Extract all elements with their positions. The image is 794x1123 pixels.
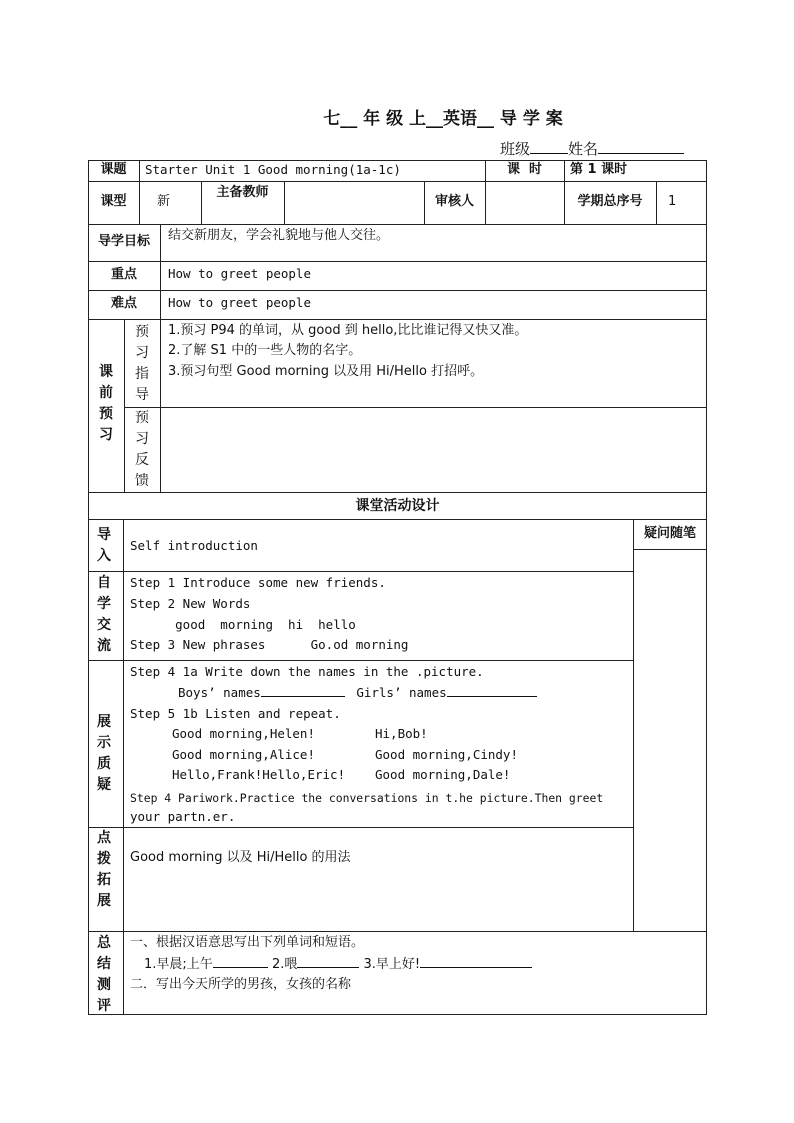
class-name-line xyxy=(500,138,684,159)
dialog-left-1: Good morning,Helen! xyxy=(172,726,315,741)
extend-value: Good morning 以及 Hi/Hello 的用法 xyxy=(130,850,351,865)
type-value: 新 xyxy=(157,194,171,209)
summary-label: 总 结 测 评 xyxy=(97,935,111,1014)
teacher-label: 主备教师 xyxy=(216,185,269,200)
class-label: 班级 xyxy=(500,140,531,158)
boys-names-line xyxy=(178,683,537,703)
pairwork-line-2: your partn.er. xyxy=(130,809,236,824)
preview-feedback-label: 预 习 反 馈 xyxy=(135,410,149,489)
exchange-line-1: Step 1 Introduce some new friends. xyxy=(130,575,386,590)
exchange-label: 自 学 交 流 xyxy=(97,575,111,654)
display-label: 展 示 质 疑 xyxy=(97,714,111,793)
dialog-right-2: Good morning,Cindy! xyxy=(375,747,518,762)
preview-section-label: 课 前 预 习 xyxy=(99,364,113,443)
key-point-label: 重点 xyxy=(110,267,137,282)
summary-q2: 二．写出今天所学的男孩，女孩的名称 xyxy=(130,977,352,992)
intro-value: Self introduction xyxy=(130,538,258,553)
period-label: 课 时 xyxy=(506,162,543,177)
objectives-label: 导学目标 xyxy=(97,234,150,249)
preview-guide-item-3: 3.预习句型 Good morning 以及用 Hi/Hello 打招呼。 xyxy=(168,364,484,379)
intro-label: 导 入 xyxy=(97,527,111,564)
dialog-right-1: Hi,Bob! xyxy=(375,726,428,741)
q1-item-1-blank[interactable] xyxy=(213,954,268,968)
q1-item-1: 1.早晨;上午 xyxy=(144,957,213,972)
objectives-value: 结交新朋友，学会礼貌地与他人交往。 xyxy=(168,228,390,243)
dialog-right-3: Good morning,Dale! xyxy=(375,767,511,782)
notes-label: 疑问随笔 xyxy=(643,526,696,541)
period-value: 第 1 课时 xyxy=(570,162,628,177)
exchange-line-2: Step 2 New Words xyxy=(130,596,251,611)
preview-guide-label: 预 习 指 导 xyxy=(135,324,149,403)
serial-value: 1 xyxy=(668,194,677,209)
topic-label: 课题 xyxy=(100,162,127,177)
pairwork-line-1: Step 4 Pariwork.Practice the conversations in t.he picture.Then greet xyxy=(130,791,604,805)
boys-names-blank[interactable] xyxy=(261,683,345,697)
reviewer-label: 审核人 xyxy=(434,194,474,209)
q1-item-2: 2.喂 xyxy=(271,957,298,972)
type-label: 课型 xyxy=(100,194,127,209)
serial-label: 学期总序号 xyxy=(577,194,643,209)
exchange-line-3: good morning hi hello xyxy=(130,617,356,632)
preview-guide-item-1: 1.预习 P94 的单词，从 good 到 hello,比比谁记得又快又准。 xyxy=(168,323,528,338)
page-title: 七__ 年 级 上__英语__ 导 学 案 xyxy=(323,109,563,129)
difficulty-value: How to greet people xyxy=(168,295,311,310)
topic-value: Starter Unit 1 Good morning(1a-1c) xyxy=(145,162,401,177)
display-step4: Step 4 1a Write down the names in the .picture. xyxy=(130,664,484,679)
class-blank[interactable] xyxy=(530,139,568,154)
exchange-line-4: Step 3 New phrases Go.od morning xyxy=(130,637,409,652)
name-label: 姓名 xyxy=(568,140,599,158)
girls-names-blank[interactable] xyxy=(447,683,537,697)
summary-q1: 一、根据汉语意思写出下列单词和短语。 xyxy=(130,935,365,950)
q1-item-3-blank[interactable] xyxy=(420,954,532,968)
preview-guide-item-2: 2.了解 S1 中的一些人物的名字。 xyxy=(168,343,362,358)
summary-q1-items xyxy=(144,954,532,975)
activity-title: 课堂活动设计 xyxy=(355,498,440,514)
girls-names-label: Girls’ names xyxy=(356,685,447,700)
q1-item-3: 3.早上好! xyxy=(363,957,421,972)
dialog-left-2: Good morning,Alice! xyxy=(172,747,315,762)
key-point-value: How to greet people xyxy=(168,266,311,281)
name-blank[interactable] xyxy=(598,139,684,154)
difficulty-label: 难点 xyxy=(110,296,137,311)
display-step5: Step 5 1b Listen and repeat. xyxy=(130,706,341,721)
dialog-left-3: Hello,Frank!Hello,Eric! xyxy=(172,767,346,782)
boys-names-label: Boys’ names xyxy=(178,685,261,700)
extend-label: 点 拨 拓 展 xyxy=(97,830,111,909)
q1-item-2-blank[interactable] xyxy=(297,954,359,968)
